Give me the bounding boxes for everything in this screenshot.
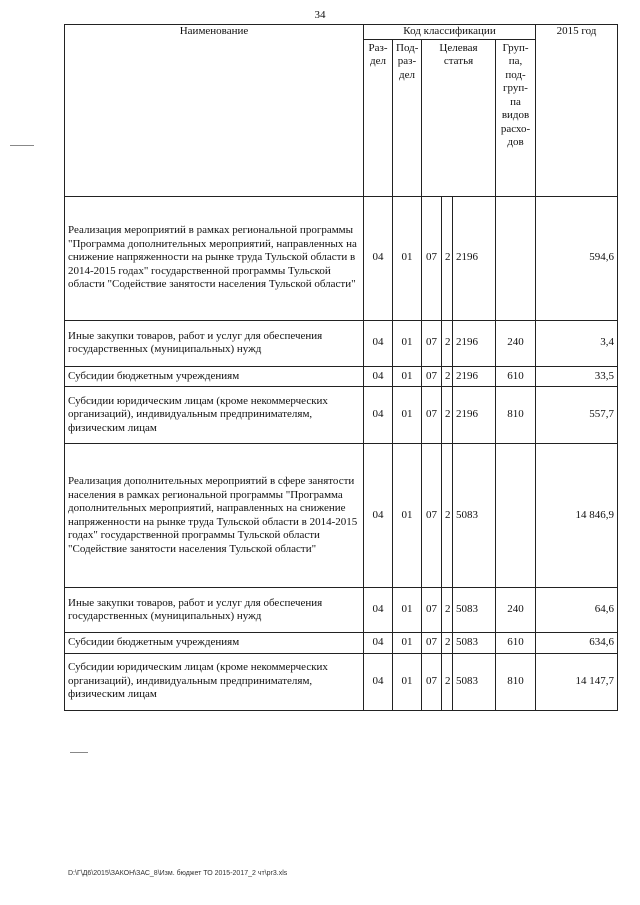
row-amount: 3,4	[536, 320, 618, 366]
row-target-part1: 07	[422, 320, 442, 366]
row-expense-group: 810	[496, 387, 536, 444]
row-target-part3: 2196	[453, 366, 496, 387]
row-amount: 557,7	[536, 387, 618, 444]
col-header-target-article: Целевая статья	[422, 39, 496, 196]
page-number: 34	[314, 9, 326, 21]
row-amount: 594,6	[536, 196, 618, 320]
row-amount: 33,5	[536, 366, 618, 387]
row-target-part3: 5083	[453, 444, 496, 588]
table-row	[65, 633, 618, 654]
row-expense-group: 240	[496, 320, 536, 366]
row-section: 04	[364, 320, 393, 366]
row-target-part1: 07	[422, 196, 442, 320]
row-amount: 14 846,9	[536, 444, 618, 588]
row-expense-group: 810	[496, 653, 536, 710]
row-name: Субсидии бюджетным учреждениям	[65, 366, 364, 387]
row-section: 04	[364, 196, 393, 320]
row-name: Реализация мероприятий в рамках региональной программы "Программа дополнительных мероприятий, направленных на снижение напряженности на рынке труда Тульской области в 2014-2015 годах" государственной программы Тульской области "Содействие занятости населения Тульской области"	[65, 196, 364, 320]
col-header-section: Раз- дел	[364, 39, 393, 196]
row-target-part3: 2196	[453, 320, 496, 366]
col-header-subsection: Под- раз- дел	[393, 39, 422, 196]
row-name: Реализация дополнительных мероприятий в сфере занятости населения в рамках региональной программы "Программа дополнительных мероприятий, направленных на снижение напряженности на рынке труда Тульской области в 2014-2015 годах" государственной программы Тульской области "Содействие занятости населения Тульской области"	[65, 444, 364, 588]
row-section: 04	[364, 387, 393, 444]
row-section: 04	[364, 444, 393, 588]
row-target-part1: 07	[422, 653, 442, 710]
row-subsection: 01	[393, 320, 422, 366]
col-header-code: Код классификации	[364, 25, 536, 40]
row-amount: 634,6	[536, 633, 618, 654]
row-subsection: 01	[393, 588, 422, 633]
row-target-part1: 07	[422, 444, 442, 588]
row-target-part1: 07	[422, 366, 442, 387]
table-row	[65, 653, 618, 710]
row-section: 04	[364, 653, 393, 710]
row-amount: 14 147,7	[536, 653, 618, 710]
row-target-part3: 2196	[453, 196, 496, 320]
col-header-expense-group: Груп- па, под- груп- па видов расхо- дов	[496, 39, 536, 196]
scan-speck	[70, 752, 88, 753]
row-section: 04	[364, 366, 393, 387]
row-target-part3: 2196	[453, 387, 496, 444]
row-expense-group	[496, 444, 536, 588]
row-target-part3: 5083	[453, 588, 496, 633]
table-row	[65, 196, 618, 320]
row-target-part1: 07	[422, 588, 442, 633]
header-row-1	[65, 25, 618, 40]
row-subsection: 01	[393, 196, 422, 320]
row-expense-group: 240	[496, 588, 536, 633]
row-target-part2: 2	[442, 387, 453, 444]
row-target-part2: 2	[442, 653, 453, 710]
table-row	[65, 387, 618, 444]
table-row	[65, 320, 618, 366]
table-row	[65, 444, 618, 588]
row-expense-group: 610	[496, 633, 536, 654]
row-name: Иные закупки товаров, работ и услуг для обеспечения государственных (муниципальных) нужд	[65, 320, 364, 366]
row-name: Субсидии юридическим лицам (кроме некоммерческих организаций), индивидуальным предпринимателям, физическим лицам	[65, 387, 364, 444]
row-name: Субсидии юридическим лицам (кроме некоммерческих организаций), индивидуальным предпринимателям, физическим лицам	[65, 653, 364, 710]
row-target-part2: 2	[442, 444, 453, 588]
row-subsection: 01	[393, 653, 422, 710]
row-target-part2: 2	[442, 196, 453, 320]
table-row	[65, 588, 618, 633]
row-target-part3: 5083	[453, 653, 496, 710]
table-body	[65, 196, 618, 710]
row-expense-group	[496, 196, 536, 320]
row-amount: 64,6	[536, 588, 618, 633]
scan-speck	[10, 145, 34, 146]
row-subsection: 01	[393, 387, 422, 444]
row-expense-group: 610	[496, 366, 536, 387]
row-target-part2: 2	[442, 633, 453, 654]
budget-table	[64, 24, 618, 711]
row-target-part3: 5083	[453, 633, 496, 654]
row-target-part2: 2	[442, 588, 453, 633]
file-path-footer: D:\Г\Д6\2015\ЗАКОН\ЗАС_8\Изм. бюджет ТО 2015-2017_2 чт\pr3.xls	[68, 870, 288, 877]
col-header-year: 2015 год	[536, 25, 618, 197]
row-name: Иные закупки товаров, работ и услуг для обеспечения государственных (муниципальных) нужд	[65, 588, 364, 633]
row-target-part2: 2	[442, 320, 453, 366]
row-subsection: 01	[393, 633, 422, 654]
row-target-part2: 2	[442, 366, 453, 387]
col-header-name: Наименование	[65, 25, 364, 197]
row-section: 04	[364, 633, 393, 654]
row-target-part1: 07	[422, 387, 442, 444]
table-row	[65, 366, 618, 387]
row-name: Субсидии бюджетным учреждениям	[65, 633, 364, 654]
row-target-part1: 07	[422, 633, 442, 654]
row-section: 04	[364, 588, 393, 633]
row-subsection: 01	[393, 444, 422, 588]
row-subsection: 01	[393, 366, 422, 387]
